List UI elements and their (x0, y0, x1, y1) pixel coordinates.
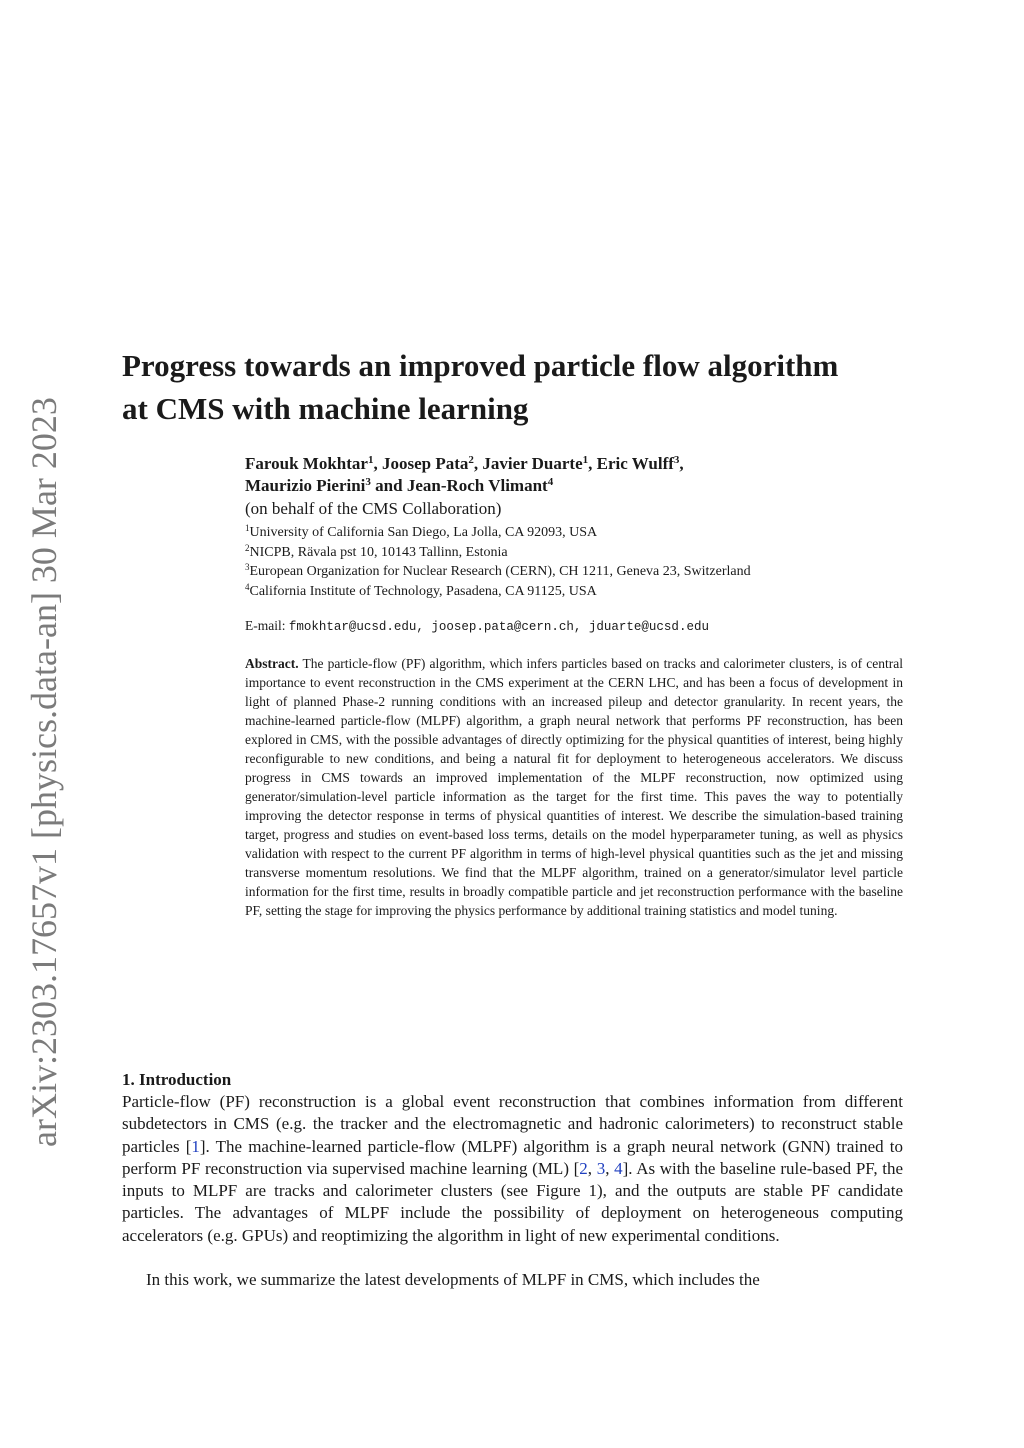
affiliation-text: California Institute of Technology, Pasadena, CA 91125, USA (249, 583, 597, 599)
author-block (245, 453, 925, 637)
affiliation-number: 2 (245, 542, 250, 553)
author-separator: , (679, 454, 684, 473)
author-affiliation-mark: 4 (547, 476, 554, 488)
abstract-text: The particle-flow (PF) algorithm, which infers particles based on tracks and calorimeter clusters, is of central importance to event reconstruction in the CMS experiment at the CERN LHC, and has been a focus of development in light of planned Phase-2 running conditions with an increased pileup and detector granularity. In recent years, the machine-learned particle-flow (MLPF) algorithm, a graph neural network that performs PF reconstruction, has been explored in CMS, with the possible advantages of directly optimizing for the physical quantities of interest, being highly reconfigurable to new conditions, and being a natural fit for deployment to heterogeneous accelerators. We discuss progress in CMS towards an improved implementation of the MLPF reconstruction, now optimized using generator/simulation-level particle information as the target for the first time. This paves the way to potentially improving the detector response in terms of physical quantities of interest. We describe the simulation-based training target, progress and studies on event-based loss terms, details on the model hyperparameter tuning, as well as physics validation with respect to the current PF algorithm in terms of high-level physical quantities such as the jet and missing transverse momentum resolutions. We find that the MLPF algorithm, trained on a generator/simulator level particle information for the first time, results in broadly compatible particle and jet reconstruction performance with the baseline PF, setting the stage for improving the physics performance by additional training statistics and model tuning. (245, 656, 903, 918)
affiliation-item (245, 582, 925, 602)
paragraph-text: In this work, we summarize the latest developments of MLPF in CMS, which includes the (146, 1270, 760, 1290)
author-name: Farouk Mokhtar (245, 454, 368, 473)
abstract-heading: Abstract. (245, 656, 299, 671)
author-name: Maurizio Pierini (245, 476, 366, 495)
citation-separator: , (587, 1158, 597, 1178)
paper-title (122, 344, 922, 430)
affiliation-number: 4 (245, 581, 250, 592)
author-name: Jean-Roch Vlimant (406, 476, 548, 495)
affiliation-text: European Organization for Nuclear Research (CERN), CH 1211, Geneva 23, Switzerland (249, 564, 751, 579)
author-affiliation-mark: 3 (365, 476, 371, 488)
author-name: Joosep Pata (381, 454, 469, 473)
citation-link[interactable]: 2 (579, 1158, 588, 1178)
affiliation-item (245, 543, 925, 563)
affiliation-list (245, 523, 925, 601)
author-affiliation-mark: 1 (582, 454, 589, 466)
author-list (245, 453, 925, 497)
citation-link[interactable]: 4 (614, 1158, 623, 1178)
author-separator: , (373, 454, 382, 473)
email-label: E-mail: (245, 618, 289, 633)
author-name: Javier Duarte (482, 454, 583, 473)
author-separator: , (588, 454, 597, 473)
paragraph (122, 1091, 903, 1247)
abstract (245, 654, 903, 920)
affiliation-item (245, 523, 925, 543)
paragraph-text: ]. The machine-learned particle-flow (MLPF) algorithm is a graph neural network (GNN) trained to perform PF reconstruction via supervised machine learning (ML) [ (122, 1136, 903, 1178)
author-affiliation-mark: 3 (673, 454, 680, 466)
affiliation-number: 1 (245, 523, 250, 533)
paragraph-text: ]. As with the baseline rule-based PF, the inputs to MLPF are tracks and calorimeter clusters (see Figure 1), and the outputs are stable PF candidate particles. The advantages of MLPF include the possibility of deployment on heterogeneous computing accelerators (e.g. GPUs) and reoptimizing the algorithm in light of new experimental conditions. (122, 1158, 904, 1245)
citation-link[interactable]: 3 (596, 1158, 606, 1178)
email-line (245, 616, 925, 637)
citation-link[interactable]: 1 (191, 1136, 200, 1156)
section-heading: 1. Introduction (122, 1070, 232, 1089)
author-affiliation-mark: 1 (367, 454, 374, 466)
citation-separator: , (605, 1158, 615, 1178)
affiliation-item (245, 562, 925, 582)
affiliation-number: 3 (245, 562, 250, 572)
collaboration-note: (on behalf of the CMS Collaboration) (245, 499, 502, 518)
paragraph-text: Particle-flow (PF) reconstruction is a global event reconstruction that combines information from different subdetectors in CMS (e.g. the tracker and the electromagnetic and hadronic calorimeters) to reconstruct stable particles [ (122, 1092, 903, 1156)
author-separator: and (370, 476, 407, 495)
introduction-section (122, 1068, 903, 1291)
author-line-2 (245, 475, 925, 497)
author-separator: , (473, 454, 483, 473)
arxiv-identifier-stamp: arXiv:2303.17657v1 [physics.data-an] 30 Mar 2023 (24, 397, 64, 1147)
author-name: Eric Wulff (596, 454, 674, 473)
affiliation-text: University of California San Diego, La Jolla, CA 92093, USA (249, 525, 598, 540)
title-line-2: at CMS with machine learning (122, 391, 529, 426)
affiliation-text: NICPB, Rävala pst 10, 10143 Tallinn, Estonia (249, 544, 508, 560)
author-line-1 (245, 453, 925, 475)
email-addresses[interactable]: fmokhtar@ucsd.edu, joosep.pata@cern.ch, jduarte@ucsd.edu (288, 620, 709, 634)
author-affiliation-mark: 2 (468, 454, 474, 466)
title-line-1: Progress towards an improved particle flow algorithm (122, 348, 839, 383)
paragraph (122, 1269, 903, 1291)
